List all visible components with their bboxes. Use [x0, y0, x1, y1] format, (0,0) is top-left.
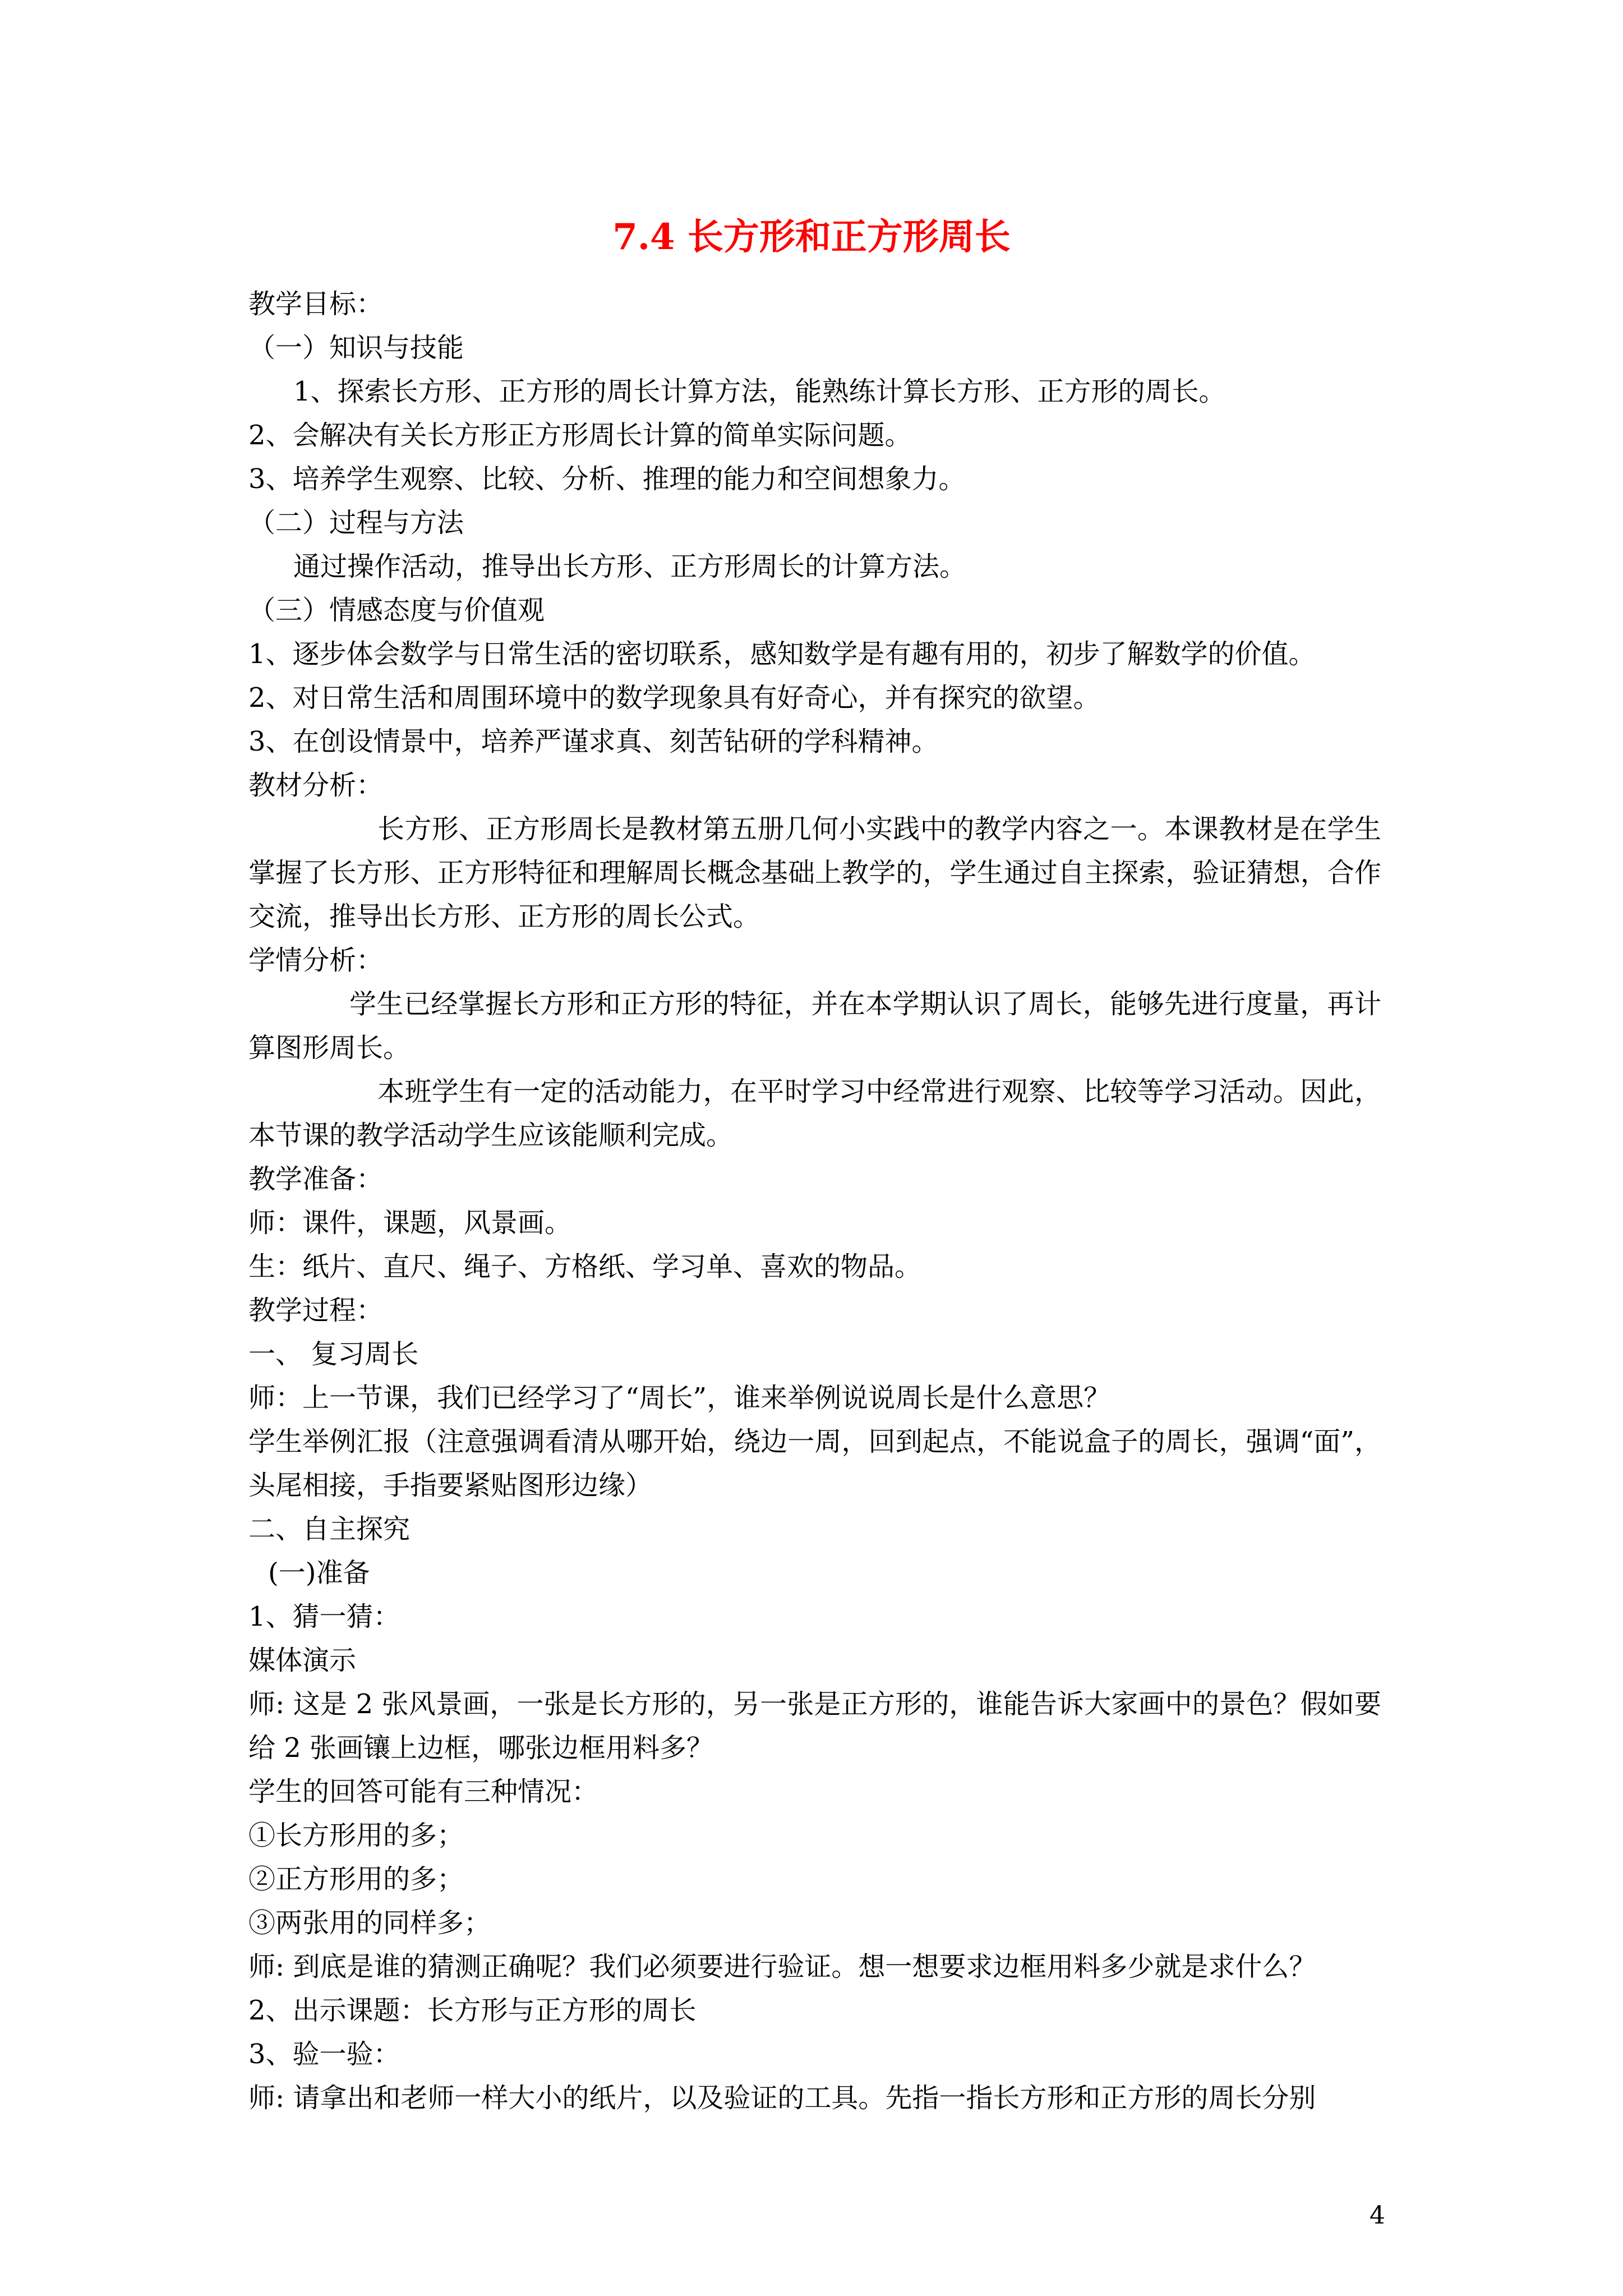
guess-heading: 1、猜一猜： — [248, 1601, 400, 1632]
students-paragraph-1: 学生已经掌握长方形和正方形的特征，并在本学期认识了周长，能够先进行度量，再计算图形周长。 — [248, 988, 1381, 1064]
step-explore-heading: 二、自主探究 — [248, 1513, 411, 1545]
process-text: 通过操作活动，推导出长方形、正方形周长的计算方法。 — [293, 551, 967, 582]
section-heading-material: 教材分析： — [248, 770, 384, 801]
subheading-attitude: （三）情感态度与价值观 — [248, 595, 545, 626]
attitude-item-1: 1、逐步体会数学与日常生活的密切联系，感知数学是有趣有用的，初步了解数学的价值。 — [248, 638, 1316, 670]
teacher-question-review: 师：上一节课，我们已经学习了“周长”，谁来举例说说周长是什么意思？ — [248, 1382, 1111, 1414]
answer-option-1: ①长方形用的多； — [248, 1820, 464, 1851]
section-heading-goals: 教学目标： — [248, 288, 384, 320]
section-heading-preparation: 教学准备： — [248, 1163, 384, 1195]
teacher-question-verify: 师: 到底是谁的猜测正确呢？我们必须要进行验证。想一想要求边框用料多少就是求什么？ — [248, 1951, 1316, 1982]
answer-option-2: ②正方形用的多； — [248, 1864, 464, 1895]
document-body — [248, 282, 1381, 2120]
show-topic: 2、出示课题：长方形与正方形的周长 — [248, 1995, 697, 2026]
student-report-note: 学生举例汇报（注意强调看清从哪开始，绕边一周，回到起点，不能说盒子的周长，强调“面”，头尾相接，手指要紧贴图形边缘） — [248, 1426, 1381, 1501]
media-demo: 媒体演示 — [248, 1645, 357, 1676]
section-heading-process: 教学过程： — [248, 1295, 384, 1326]
document-title: 7.4 长方形和正方形周长 — [612, 216, 1011, 258]
answer-option-3: ③两张用的同样多； — [248, 1907, 491, 1939]
students-paragraph-2: 本班学生有一定的活动能力，在平时学习中经常进行观察、比较等学习活动。因此，本节课的教学活动学生应该能顺利完成。 — [248, 1076, 1381, 1151]
goal-item-1: 1、探索长方形、正方形的周长计算方法，能熟练计算长方形、正方形的周长。 — [293, 376, 1226, 407]
step-review-heading: 一、 复习周长 — [248, 1338, 419, 1370]
attitude-item-2: 2、对日常生活和周围环境中的数学现象具有好奇心，并有探究的欲望。 — [248, 682, 1100, 714]
preparation-students: 生：纸片、直尺、绳子、方格纸、学习单、喜欢的物品。 — [248, 1251, 922, 1282]
teacher-question-paintings: 师: 这是 2 张风景画，一张是长方形的，另一张是正方形的，谁能告诉大家画中的景色？假如要给 2 张画镶上边框，哪张边框用料多？ — [248, 1688, 1381, 1764]
material-paragraph: 长方形、正方形周长是教材第五册几何小实践中的教学内容之一。本课教材是在学生掌握了长方形、正方形特征和理解周长概念基础上教学的，学生通过自主探索，验证猜想，合作交流，推导出长方形、正方形的周长公式。 — [248, 813, 1381, 932]
student-answers-intro: 学生的回答可能有三种情况： — [248, 1776, 599, 1807]
subheading-knowledge: （一）知识与技能 — [248, 332, 464, 364]
teacher-instruction: 师: 请拿出和老师一样大小的纸片，以及验证的工具。先指一指长方形和正方形的周长分别 — [248, 2082, 1316, 2114]
goal-item-2: 2、会解决有关长方形正方形周长计算的简单实际问题。 — [248, 420, 912, 451]
page-number: 4 — [1370, 2201, 1385, 2230]
section-heading-students: 学情分析： — [248, 945, 384, 976]
goal-item-3: 3、培养学生观察、比较、分析、推理的能力和空间想象力。 — [248, 463, 966, 495]
subheading-process: （二）过程与方法 — [248, 507, 464, 539]
attitude-item-3: 3、在创设情景中，培养严谨求真、刻苦钻研的学科精神。 — [248, 726, 939, 757]
subheading-prepare: (一)准备 — [268, 1557, 370, 1589]
verify-heading: 3、验一验： — [248, 2039, 400, 2070]
preparation-teacher: 师：课件，课题，风景画。 — [248, 1207, 572, 1239]
